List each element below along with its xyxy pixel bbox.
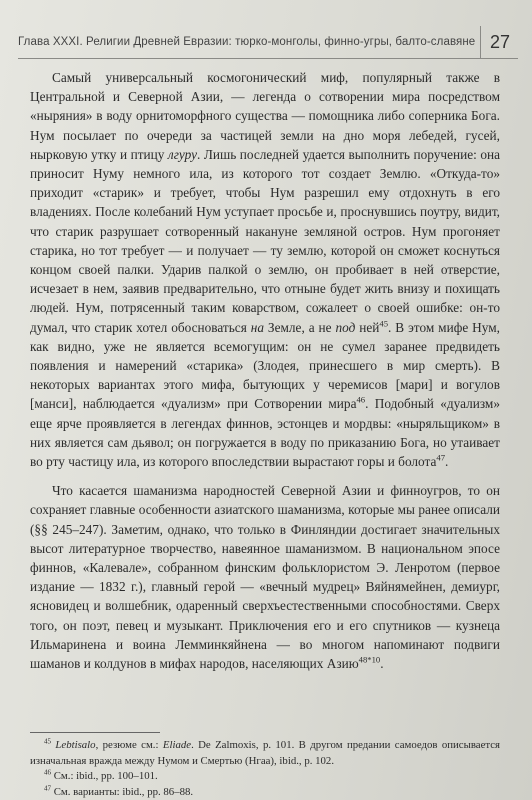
footnote-45 xyxy=(30,738,500,769)
emphasis: под xyxy=(335,319,356,335)
text-run: Что касается шаманизма народностей Северной Азии и финноугров, то он сохраняет главные особенности азиатского шаманизма, которые мы ранее описали (§§ 245–247). Заметим, однако, что только в Финляндии достигает значительных высот литературное творчество, навеянное шаманизмом. В национальном эпосе финнов, «Калевале», собранном финским фольклористом Э. Ленротом (первое издание — 1832 г.), главный герой — «вечный мудрец» Вяйнямейнен, демиург, ясновидец и волшебник, одаренный сверхъестественными способностями. Сверх того, он поэт, певец и музыкант. Приключения его и его спутников — кузнеца Ильмаринена и воина Лемминкяйнена — во многом напоминают подвиги шаманов и колдунов в мифах народов, населяющих Азию xyxy=(30,483,500,672)
text-run: . Подобный «дуализм» еще ярче проявляется в легендах финнов, эстонцев и мордвы: «ныряльщиком» в них является сам дьявол; он погружается в воду по приказанию Бога, но утаивает во рту частицу ила, из которого впоследствии вырастают горы и болота xyxy=(30,396,500,470)
footnote-ref-48[interactable]: 48*10 xyxy=(358,654,381,665)
paragraph-cosmogonic-myth xyxy=(30,68,500,471)
emphasis: лгуру xyxy=(167,146,197,162)
text-run: . В этом мифе Нум, как видно, уже не является всемогущим: он не сумел заранее предвидеть появления и намерений «старика» (Злодея, принесшего в мир смерть). В некоторых вариантах этого мифа, бытующих у черемисов [мари] и вогулов [манси], наблюдается «дуализм» при Сотворении мира xyxy=(30,319,500,412)
footnote-number: 46 xyxy=(44,768,52,777)
chapter-title: Глава XXXI. Религии Древней Евразии: тюрко-монголы, финно-угры, балто-славяне xyxy=(18,36,476,48)
footnote-ref-46[interactable]: 46 xyxy=(356,395,366,406)
text-run: Земле, а не xyxy=(264,319,336,335)
text-run: . xyxy=(380,656,384,672)
header-divider xyxy=(480,26,481,58)
author-name: Eliade xyxy=(162,739,192,751)
text-run: Самый универсальный космогонический миф, популярный также в Центральной и Северной Азии, — легенда о сотворении мира посредством «ныряния» в воду орнитоморфного существа — помощника либо соперника Бога. Нум посылает по очереди за частицей земли на дно моря лебедей, гусей, нырковую утку и птицу xyxy=(30,70,500,162)
text-run: ней xyxy=(355,319,380,335)
body-text xyxy=(30,68,500,673)
footnote-ref-47[interactable]: 47 xyxy=(436,452,446,463)
running-head xyxy=(18,30,518,59)
footnote-rule xyxy=(30,732,160,733)
footnote-46 xyxy=(30,769,500,785)
footnote-number: 45 xyxy=(44,737,52,746)
page-number: 27 xyxy=(490,32,511,52)
text-run: . xyxy=(445,454,449,470)
footnotes xyxy=(30,738,500,800)
paragraph-shamanism xyxy=(30,481,500,673)
footnote-47 xyxy=(30,785,500,800)
footnote-number: 47 xyxy=(44,783,52,792)
footnote-ref-45[interactable]: 45 xyxy=(379,318,389,329)
text-run: . Лишь последней удается выполнить поручение: она приносит Нуму немного ила, из которого тот создает Землю. «Откуда-то» приходит «старик» и требует, чтобы Нум разрешил ему отдохнуть в его владениях. После колебаний Нум уступает просьбе и, проснувшись поутру, видит, что старик разрушает сотворенный накануне земляной остров. Нум прогоняет старика, но тот требует — и получает — ту землю, которой он сможет коснуться концом своей палки. Ударив палкой о землю, он пробивает в ней отверстие, исчезает в нем, заявив предварительно, что отныне будет жить внизу и похищать людей. Нум, потрясенный таким коварством, сожалеет о своей ошибке: он-то думал, что старик хотел обосноваться xyxy=(30,146,500,335)
author-name: Lebtisalo xyxy=(55,739,96,751)
footnote-text: , резюме см.: xyxy=(95,739,163,751)
footnote-text: См. варианты: ibid., pp. 86–88. xyxy=(51,785,194,798)
footnote-text: См.: ibid., pp. 100–101. xyxy=(51,770,158,782)
emphasis: на xyxy=(250,319,264,335)
footnote-text: . De Zalmoxis, p. 101. В другом предании самоедов описывается изначальная вражда между Нумом и Смертью (Нгаа), ibid., p. 102. xyxy=(30,739,501,767)
